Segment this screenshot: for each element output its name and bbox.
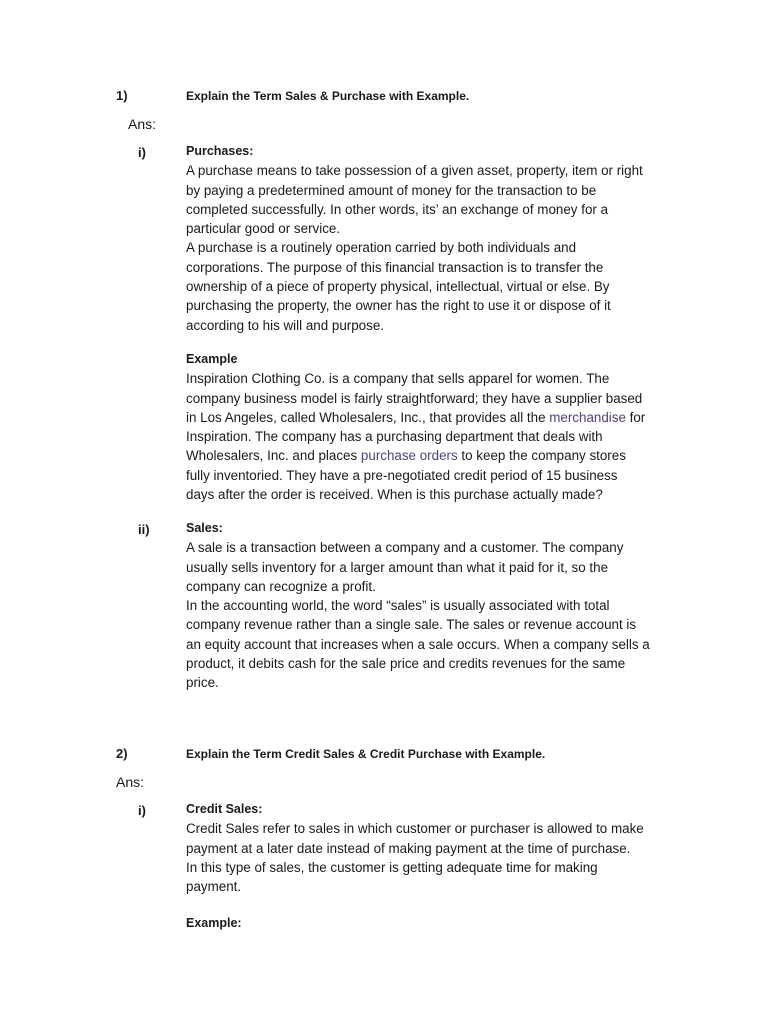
purchases-line: by paying a predetermined amount of money for the transaction to be [186,182,597,198]
sales-line: A sale is a transaction between a company and a customer. The company [186,540,624,556]
answer-2-label: Ans: [116,774,145,790]
sales-section [186,519,686,693]
purchases-line: particular good or service. [186,221,341,237]
purchases-line: according to his will and purpose. [186,317,384,333]
purchase-example-section [186,350,686,504]
credit-sales-heading: Credit Sales: [186,802,263,816]
merchandise-link[interactable]: merchandise [549,409,626,425]
question-2-text: Explain the Term Credit Sales & Credit Purchase with Example. [186,747,546,761]
purchase-orders-link[interactable]: purchase orders [360,448,458,464]
credit-sales-line: Credit Sales refer to sales in which customer or purchaser is allowed to make [186,821,644,837]
purchases-line: completed successfully. In other words, its’ an exchange of money for a [186,201,609,217]
sales-line: In the accounting world, the word “sales” is usually associated with total [186,598,610,614]
example-heading: Example [186,352,238,366]
credit-sales-example-heading: Example: [186,916,242,930]
question-2-number: 2) [116,746,128,761]
example-line: days after the order is received. When is this purchase actually made? [186,487,603,503]
sales-line: usually sells inventory for a larger amount than what it paid for it, so the [186,559,609,575]
credit-sales-line: payment at a later date instead of making payment at the time of purchase. [186,840,631,856]
question-1-number: 1) [116,88,128,103]
purchases-line: corporations. The purpose of this financial transaction is to transfer the [186,259,604,275]
example-line: Wholesalers, Inc. and places purchase orders to keep the company stores [186,448,626,464]
purchases-line: A purchase means to take possession of a given asset, property, item or right [186,163,643,179]
purchases-section [186,142,686,335]
sales-line: company can recognize a profit. [186,578,376,594]
q1-part-i-number: i) [138,145,146,160]
purchases-line: A purchase is a routinely operation carried by both individuals and [186,240,577,256]
credit-sales-section [186,800,686,896]
sales-line: price. [186,675,219,691]
purchases-line: purchasing the property, the owner has the right to use it or dispose of it [186,298,611,314]
example-line: company business model is fairly straightforward; they have a supplier based [186,390,643,406]
q1-part-ii-number: ii) [138,522,150,537]
purchases-heading: Purchases: [186,144,254,158]
purchases-line: ownership of a piece of property physical, intellectual, virtual or else. By [186,279,610,295]
credit-sales-line: payment. [186,879,242,895]
sales-line: product, it debits cash for the sale price and credits revenues for the same [186,656,626,672]
credit-sales-line: In this type of sales, the customer is getting adequate time for making [186,859,598,875]
sales-line: an equity account that increases when a sale occurs. When a company sells a [186,636,650,652]
sales-heading: Sales: [186,521,223,535]
example-line: in Los Angeles, called Wholesalers, Inc., that provides all the merchandise for [186,409,646,425]
example-line: fully inventoried. They have a pre-negotiated credit period of 15 business [186,467,618,483]
q2-part-i-number: i) [138,803,146,818]
sales-line: company revenue rather than a single sale. The sales or revenue account is [186,617,637,633]
question-1-text: Explain the Term Sales & Purchase with Example. [186,89,470,103]
example-line: Inspiration Clothing Co. is a company that sells apparel for women. The [186,371,610,387]
example-line: Inspiration. The company has a purchasing department that deals with [186,429,603,445]
answer-1-label: Ans: [128,116,157,132]
